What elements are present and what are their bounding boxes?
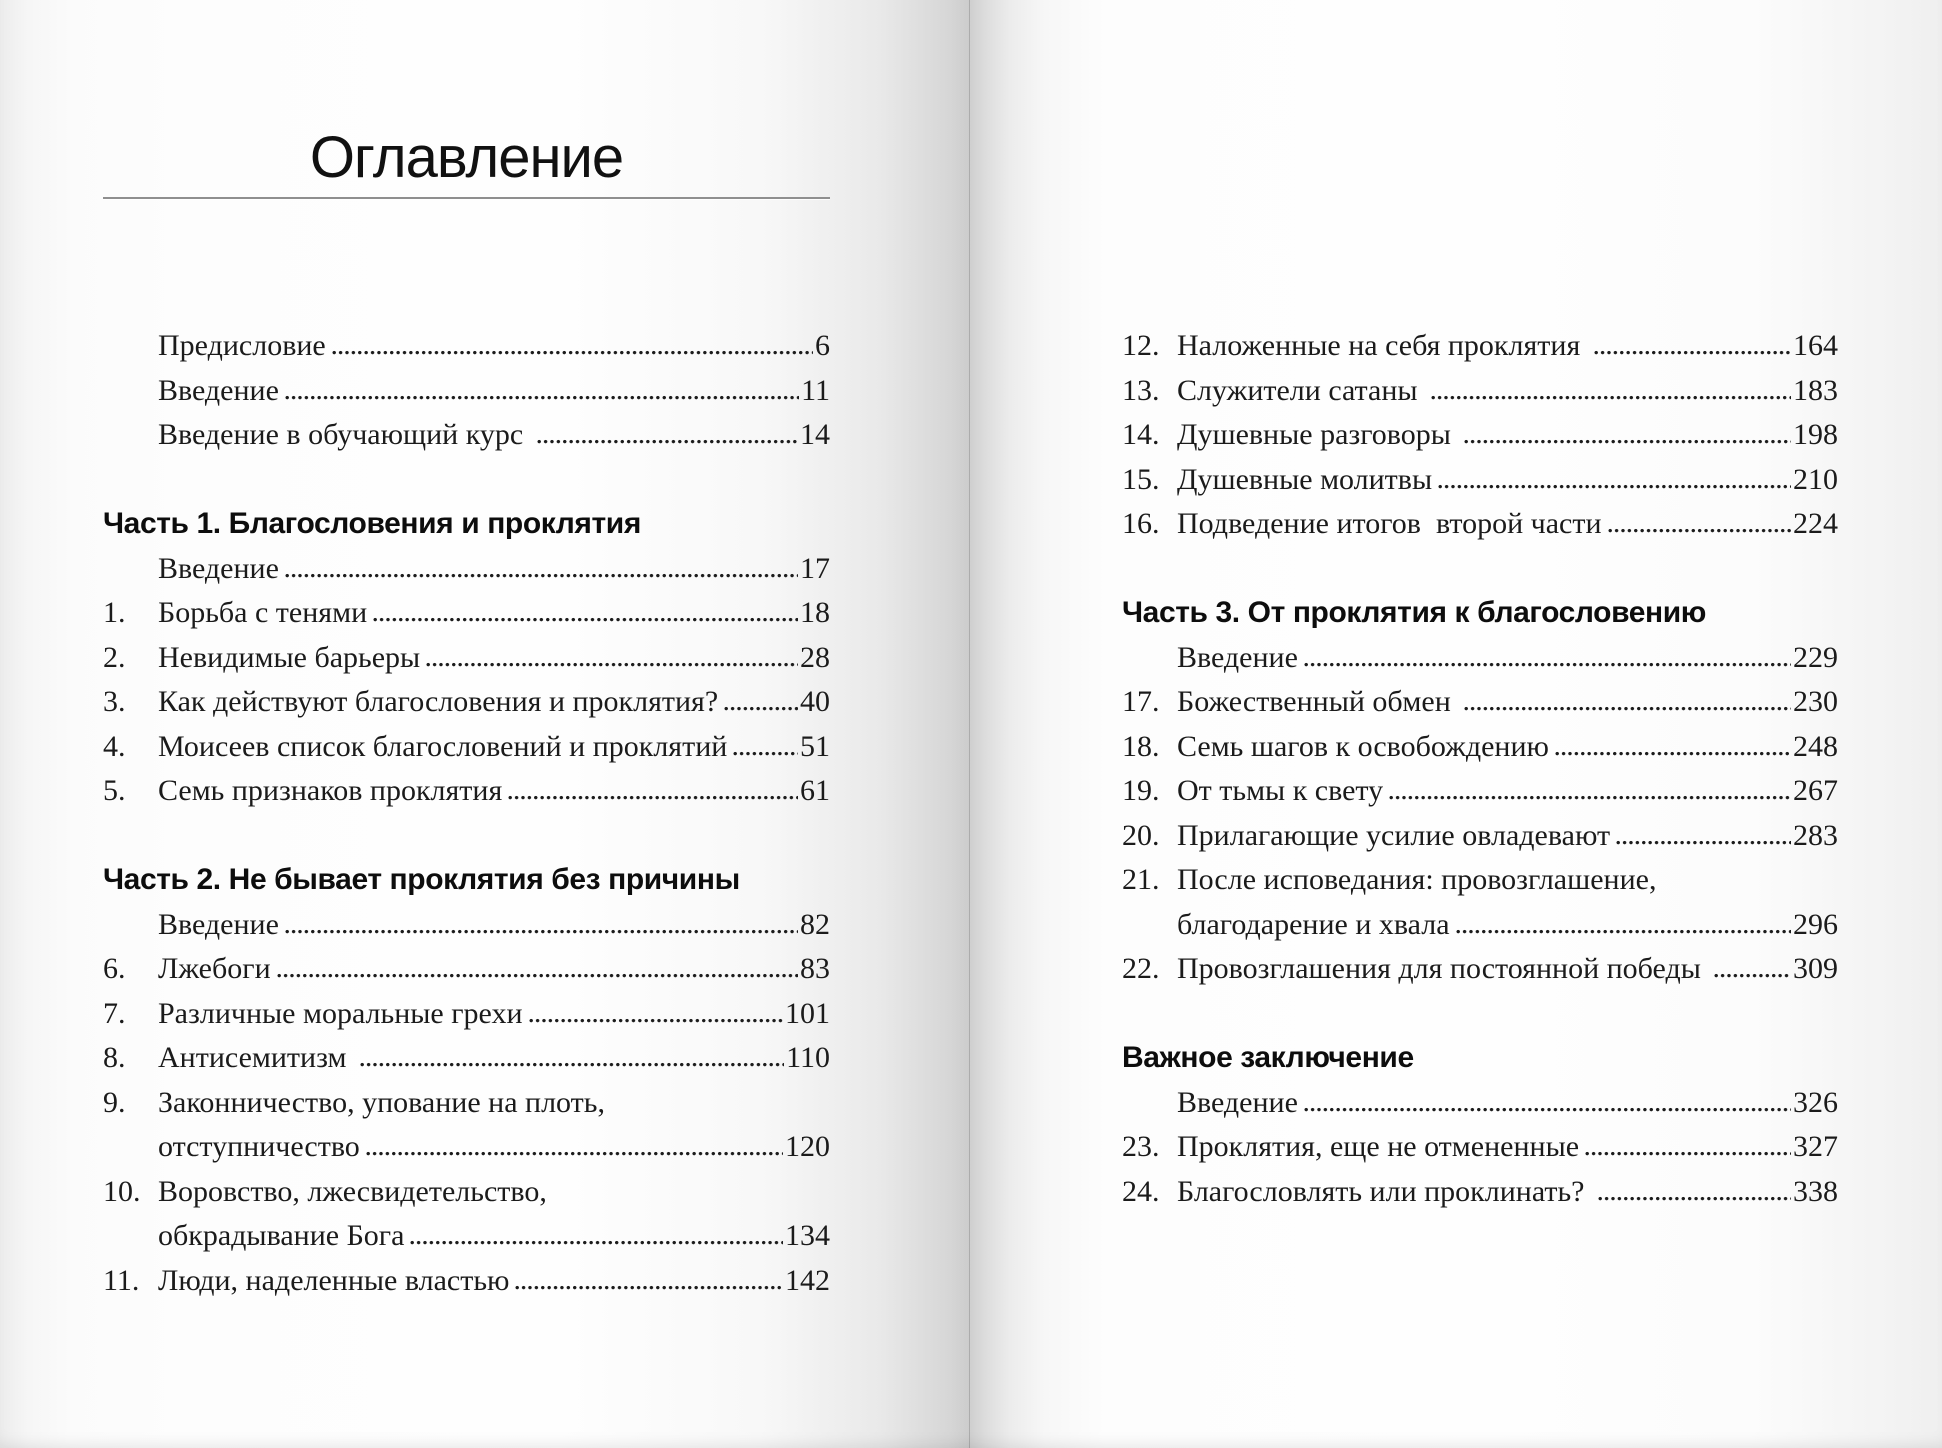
dot-leader: [1594, 350, 1791, 355]
toc-entry-line: [103, 547, 830, 592]
toc-title-block: [103, 124, 830, 199]
dot-leader: [724, 706, 798, 711]
toc-entry-number: 8.: [103, 1041, 126, 1074]
toc-entry-label: Душевные молитвы: [1177, 462, 1433, 496]
toc-entry-line: [1122, 1081, 1838, 1126]
toc-entry-label: Борьба с тенями: [158, 596, 368, 629]
toc-entry-label: Введение: [1177, 640, 1298, 674]
toc-entry-number: 21.: [1122, 863, 1160, 896]
dot-leader: [1304, 1107, 1791, 1112]
toc-entry-number: 5.: [103, 774, 126, 807]
toc-entry-page: 224: [1793, 507, 1838, 540]
toc-entry: [103, 680, 830, 725]
toc-entry: [103, 725, 830, 770]
toc-entry-page: 230: [1793, 685, 1838, 718]
toc-entry-page: 283: [1793, 818, 1838, 852]
toc-entry-number: 3.: [103, 685, 126, 718]
dot-leader: [277, 973, 798, 978]
toc-entry-page: 120: [785, 1130, 830, 1163]
toc-entry-line: [1122, 858, 1838, 903]
dot-leader: [1389, 795, 1791, 800]
toc-entry-line: [103, 725, 830, 770]
toc-entry-label: Как действуют благословения и проклятия?: [158, 685, 719, 718]
right-page: [970, 0, 1942, 1448]
toc-entry: [1122, 858, 1838, 947]
toc-entry-label: Семь признаков проклятия: [158, 774, 503, 807]
toc-entry-page: 83: [800, 952, 830, 985]
toc-entry-number: 6.: [103, 952, 126, 985]
toc-entry-line: [103, 1214, 830, 1259]
toc-entry-page: 51: [800, 729, 830, 763]
dot-leader: [1431, 395, 1791, 400]
toc-entry-label: Различные моральные грехи: [158, 996, 523, 1030]
toc-entry: [103, 591, 830, 636]
toc-entry-label: Подведение итогов второй части: [1177, 507, 1602, 540]
toc-entry-label: Служители сатаны: [1177, 373, 1426, 407]
toc-entry-label: обкрадывание Бога: [158, 1219, 405, 1252]
dot-leader: [1464, 439, 1791, 444]
toc-entry-line: [1122, 947, 1838, 992]
toc-entry-line: [1122, 903, 1838, 948]
toc-entry: [103, 413, 830, 458]
toc-entry-label: Антисемитизм: [158, 1041, 354, 1074]
toc-entry-line: [103, 903, 830, 948]
toc-entry-label: Моисеев список благословений и проклятий: [158, 729, 728, 763]
toc-entry: [103, 324, 830, 369]
toc-entry-label: Введение в обучающий курс: [158, 418, 531, 451]
dot-leader: [285, 395, 799, 400]
toc-entry-page: 338: [1793, 1174, 1838, 1208]
toc-entry: [103, 769, 830, 814]
toc-entry: [1122, 1170, 1838, 1215]
toc-entry-page: 11: [801, 373, 830, 407]
toc-entry-label: Божественный обмен: [1177, 685, 1459, 718]
toc-entry-line: [103, 369, 830, 414]
toc-entry-label: Наложенные на себя проклятия: [1177, 329, 1588, 362]
toc-entry-label: Введение: [1177, 1085, 1298, 1119]
dot-leader: [1616, 840, 1791, 845]
toc-entry-line: [103, 636, 830, 681]
toc-entry: [1122, 814, 1838, 859]
toc-entry-number: 12.: [1122, 329, 1160, 362]
left-page: [0, 0, 970, 1448]
toc-entry-line: [1122, 1170, 1838, 1215]
dot-leader: [515, 1285, 783, 1290]
dot-leader: [1608, 528, 1791, 533]
toc-entry-number: 14.: [1122, 418, 1160, 451]
toc-entry-line: [1122, 324, 1838, 369]
section-heading: Часть 2. Не бывает проклятия без причины: [103, 863, 740, 896]
toc-entry-number: 10.: [103, 1174, 141, 1208]
toc-entry-page: 17: [800, 551, 830, 585]
toc-entry: [103, 1170, 830, 1259]
dot-leader: [360, 1062, 784, 1067]
toc-entry-page: 142: [785, 1263, 830, 1297]
toc-entry-number: 18.: [1122, 729, 1160, 763]
dot-leader: [1598, 1196, 1791, 1201]
dot-leader: [426, 662, 798, 667]
toc-entry: [103, 1081, 830, 1170]
toc-entry: [1122, 1125, 1838, 1170]
toc-entry: [1122, 502, 1838, 547]
toc-entry-page: 267: [1793, 774, 1838, 807]
toc-entry-page: 327: [1793, 1130, 1838, 1163]
dot-leader: [508, 795, 798, 800]
toc-entry: [103, 636, 830, 681]
toc-entry-number: 17.: [1122, 685, 1160, 718]
toc-entry-line: [1122, 369, 1838, 414]
toc-entry-label: Введение: [158, 907, 279, 941]
toc-entry-number: 1.: [103, 596, 126, 629]
toc-entry: [103, 992, 830, 1037]
toc-entry-page: 14: [800, 418, 830, 451]
toc-entry-label: Провозглашения для постоянной победы: [1177, 952, 1709, 985]
toc-entry-label: Семь шагов к освобождению: [1177, 729, 1549, 763]
toc-entry-page: 164: [1793, 329, 1838, 362]
toc-entry: [103, 369, 830, 414]
toc-entry-page: 229: [1793, 640, 1838, 674]
section-heading: Часть 3. От проклятия к благословению: [1122, 596, 1707, 629]
toc-entry-line: [103, 591, 830, 636]
dot-leader: [366, 1151, 783, 1156]
toc-entry: [1122, 725, 1838, 770]
toc-entry-page: 183: [1793, 373, 1838, 407]
toc-entry-page: 326: [1793, 1085, 1838, 1119]
toc-entry-line: [103, 1036, 830, 1081]
toc-entry: [1122, 1081, 1838, 1126]
dot-leader: [1456, 929, 1791, 934]
toc-entry-number: 15.: [1122, 462, 1160, 496]
toc-right-column: [1122, 324, 1838, 1214]
dot-leader: [1464, 706, 1791, 711]
toc-entry-page: 110: [786, 1041, 830, 1074]
toc-entry-line: [1122, 458, 1838, 503]
toc-entry-line: [103, 1259, 830, 1304]
toc-entry-number: 19.: [1122, 774, 1160, 807]
toc-entry-line: [1122, 769, 1838, 814]
toc-entry-page: 248: [1793, 729, 1838, 763]
toc-entry: [1122, 680, 1838, 725]
toc-entry-line: [103, 1170, 830, 1215]
toc-entry-page: 296: [1793, 907, 1838, 941]
dot-leader: [410, 1240, 783, 1245]
dot-leader: [1585, 1151, 1791, 1156]
toc-entry-label: Законничество, упование на плоть,: [158, 1085, 605, 1119]
toc-entry-line: [103, 947, 830, 992]
toc-entry-number: 13.: [1122, 373, 1160, 407]
toc-entry-number: 2.: [103, 640, 126, 674]
toc-entry: [1122, 458, 1838, 503]
toc-entry-page: 82: [800, 907, 830, 941]
toc-entry-label: Предисловие: [158, 329, 326, 362]
toc-entry-line: [103, 769, 830, 814]
toc-entry-label: После исповедания: провозглашение,: [1177, 863, 1657, 896]
toc-entry-label: Невидимые барьеры: [158, 640, 421, 674]
toc-entry-number: 24.: [1122, 1174, 1160, 1208]
toc-entry-label: благодарение и хвала: [1177, 907, 1450, 941]
toc-entry-line: [1122, 502, 1838, 547]
toc-entry: [103, 947, 830, 992]
dot-leader: [1555, 751, 1791, 756]
toc-entry-number: 22.: [1122, 952, 1160, 985]
toc-entry: [1122, 769, 1838, 814]
toc-entry-label: Люди, наделенные властью: [158, 1263, 510, 1297]
toc-entry-page: 28: [800, 640, 830, 674]
toc-entry-page: 61: [800, 774, 830, 807]
toc-entry-line: [103, 324, 830, 369]
page-title: Оглавление: [309, 125, 624, 190]
toc-entry-page: 198: [1793, 418, 1838, 451]
section-heading: Важное заключение: [1122, 1041, 1414, 1074]
toc-entry-page: 210: [1793, 462, 1838, 496]
toc-entry-label: Проклятия, еще не отмененные: [1177, 1130, 1580, 1163]
dot-leader: [332, 350, 813, 355]
toc-entry-line: [103, 680, 830, 725]
toc-entry-page: 101: [785, 996, 830, 1030]
toc-entry-label: От тьмы к свету: [1177, 774, 1384, 807]
toc-entry-label: Благословлять или проклинать?: [1177, 1174, 1592, 1208]
toc-entry: [1122, 369, 1838, 414]
toc-entry: [1122, 324, 1838, 369]
toc-entry-label: Воровство, лжесвидетельство,: [158, 1174, 547, 1208]
toc-entry: [103, 1259, 830, 1304]
toc-entry: [103, 903, 830, 948]
toc-entry-page: 40: [800, 685, 830, 718]
toc-entry: [1122, 413, 1838, 458]
toc-entry-line: [103, 413, 830, 458]
toc-entry: [1122, 947, 1838, 992]
dot-leader: [537, 439, 798, 444]
toc-entry: [103, 547, 830, 592]
toc-entry: [103, 1036, 830, 1081]
toc-entry: [1122, 636, 1838, 681]
dot-leader: [529, 1018, 783, 1023]
toc-entry-line: [1122, 413, 1838, 458]
toc-entry-line: [103, 1081, 830, 1126]
toc-entry-line: [1122, 725, 1838, 770]
toc-entry-line: [1122, 680, 1838, 725]
dot-leader: [373, 617, 798, 622]
toc-entry-label: Введение: [158, 373, 279, 407]
toc-entry-number: 11.: [103, 1263, 140, 1297]
dot-leader: [1714, 973, 1791, 978]
toc-entry-label: Прилагающие усилие овладевают: [1177, 818, 1611, 852]
toc-entry-line: [103, 992, 830, 1037]
toc-entry-line: [103, 1125, 830, 1170]
toc-entry-line: [1122, 814, 1838, 859]
toc-entry-number: 9.: [103, 1085, 126, 1119]
toc-entry-label: Душевные разговоры: [1177, 418, 1459, 451]
toc-entry-number: 20.: [1122, 818, 1160, 852]
dot-leader: [1304, 662, 1791, 667]
toc-entry-number: 4.: [103, 729, 126, 763]
toc-entry-page: 309: [1793, 952, 1838, 985]
toc-entry-label: Лжебоги: [158, 952, 271, 985]
title-divider: [103, 197, 830, 199]
toc-entry-line: [1122, 1125, 1838, 1170]
toc-entry-label: Введение: [158, 551, 279, 585]
toc-left-column: [103, 324, 830, 1303]
toc-entry-number: 23.: [1122, 1130, 1160, 1163]
dot-leader: [285, 573, 798, 578]
section-heading: Часть 1. Благословения и проклятия: [103, 507, 641, 540]
toc-entry-number: 7.: [103, 996, 126, 1030]
dot-leader: [1438, 484, 1791, 489]
toc-entry-line: [1122, 636, 1838, 681]
toc-entry-page: 6: [815, 329, 830, 362]
toc-entry-number: 16.: [1122, 507, 1160, 540]
dot-leader: [733, 751, 798, 756]
toc-entry-page: 134: [785, 1219, 830, 1252]
toc-entry-page: 18: [800, 596, 830, 629]
dot-leader: [285, 929, 798, 934]
toc-entry-label: отступничество: [158, 1130, 360, 1163]
